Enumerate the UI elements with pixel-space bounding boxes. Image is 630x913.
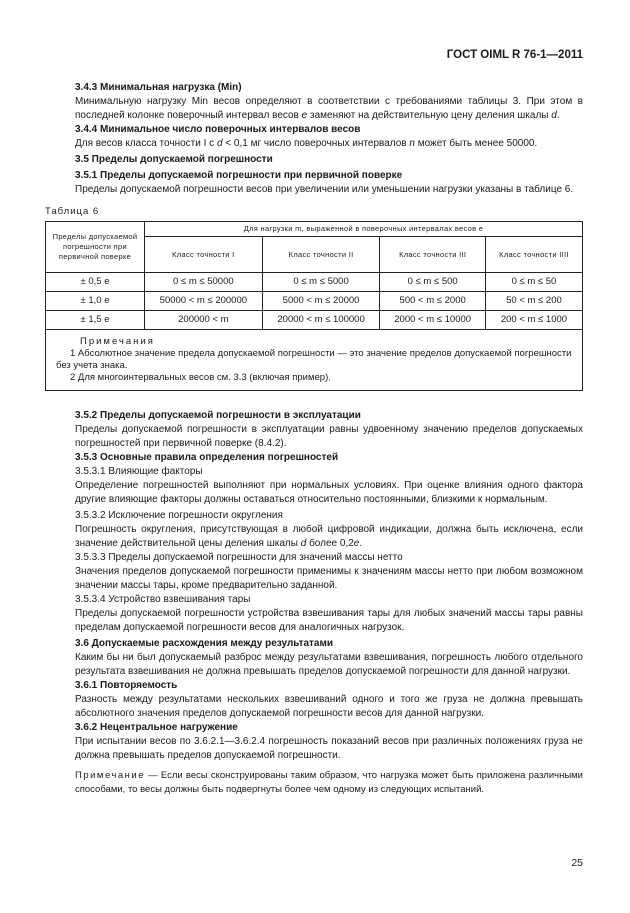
table-class-3-header: Класс точности III bbox=[380, 237, 485, 273]
section-3-5-3-1-text: Определение погрешностей выполняют при нормальных условиях. При оценке влияния одного фактора другие влияющие факторы должны оставаться относительно постоянными, близкими к нормальным. bbox=[75, 480, 583, 505]
section-3-4-3-text: Минимальную нагрузку Min весов определяют в соответствии с требованиями таблицы 3. При этом в последней колонке поверочный интервал весов e заменяют на действительную цену деления шкалы d. bbox=[75, 96, 583, 121]
section-3-4-3-title: 3.4.3 Минимальная нагрузка (Min) bbox=[75, 82, 242, 93]
table-cell: 200000 < m bbox=[145, 311, 263, 330]
table-cell: 500 < m ≤ 2000 bbox=[380, 292, 485, 311]
table-col-limit-header: Пределы допускаемой погрешности при первичной поверке bbox=[46, 222, 145, 273]
section-3-5-3-2-text: Погрешность округления, присутствующая в любой цифровой индикации, должна быть исключена, если значение действительной цены деления шкалы d более 0,2e. bbox=[75, 524, 583, 549]
table-cell: 50 < m ≤ 200 bbox=[485, 292, 582, 311]
table-cell: 200 < m ≤ 1000 bbox=[485, 311, 582, 330]
table-class-1-header: Класс точности I bbox=[145, 237, 263, 273]
table-notes bbox=[46, 330, 583, 391]
section-3-6-1-text: Разность между результатами нескольких взвешиваний одного и того же груза не должна превышать абсолютного значения пределов допускаемой погрешности весов для данной нагрузки. bbox=[75, 694, 583, 719]
table-cell: 20000 < m ≤ 100000 bbox=[262, 311, 380, 330]
section-3-5-1-title: 3.5.1 Пределы допускаемой погрешности при первичной поверке bbox=[75, 170, 403, 181]
section-3-5-3-4-text: Пределы допускаемой погрешности устройства взвешивания тары для любых значений массы тары равны пределам допускаемой погрешности весов для аналогичных нагрузок. bbox=[75, 608, 583, 633]
note-2: 2 Для многоинтервальных весов см. 3.3 (включая пример). bbox=[70, 372, 331, 383]
section-3-6-text: Каким бы ни был допускаемый разброс между результатами взвешивания, погрешность любого отдельного результата взвешивания не должна превышать пределов допускаемой погрешности для данной нагрузки. bbox=[75, 652, 583, 677]
section-3-5-2-title: 3.5.2 Пределы допускаемой погрешности в эксплуатации bbox=[75, 410, 361, 421]
section-3-5-2-text: Пределы допускаемой погрешности в эксплуатации равны удвоенному значению пределов допускаемых погрешностей при первичной поверке (8.4.2). bbox=[75, 424, 583, 449]
page-content bbox=[45, 81, 583, 797]
section-3-6-1-title: 3.6.1 Повторяемость bbox=[75, 680, 178, 691]
table-class-2-header: Класс точности II bbox=[262, 237, 380, 273]
section-3-5-3-1-title: 3.5.3.1 Влияющие факторы bbox=[75, 466, 203, 477]
section-3-5-3-4-title: 3.5.3.4 Устройство взвешивания тары bbox=[75, 594, 251, 605]
section-3-6-2-title: 3.6.2 Нецентральное нагружение bbox=[75, 722, 238, 733]
section-3-4-4-title: 3.4.4 Минимальное число поверочных интервалов весов bbox=[75, 124, 361, 135]
table-row bbox=[46, 292, 583, 311]
table-cell: 50000 < m ≤ 200000 bbox=[145, 292, 263, 311]
table-6-caption: Таблица 6 bbox=[45, 206, 100, 217]
table-class-4-header: Класс точности IIII bbox=[485, 237, 582, 273]
section-3-6-2-text: При испытании весов по 3.6.2.1—3.6.2.4 погрешность показаний весов при различных положениях груза не должна превышать пределов допускаемой погрешности. bbox=[75, 736, 583, 761]
page-number: 25 bbox=[571, 857, 583, 869]
table-cell: 0 ≤ m ≤ 500 bbox=[380, 273, 485, 292]
table-cell: ± 1,0 e bbox=[46, 292, 145, 311]
table-cell: 2000 < m ≤ 10000 bbox=[380, 311, 485, 330]
section-3-4-4-text: Для весов класса точности I с d < 0,1 мг число поверочных интервалов n может быть менее 50000. bbox=[75, 138, 538, 149]
table-group-header: Для нагрузки m, выраженной в поверочных интервалах весов e bbox=[145, 222, 583, 237]
table-cell: ± 1,5 e bbox=[46, 311, 145, 330]
section-3-5-3-3-text: Значения пределов допускаемой погрешности применимы к значениям массы нетто при любом возможном значении массы тары, кроме предварительно заданной. bbox=[75, 566, 583, 591]
section-3-5-1-text: Пределы допускаемой погрешности весов при увеличении или уменьшении нагрузки указаны в таблице 6. bbox=[75, 184, 574, 195]
table-cell: 0 ≤ m ≤ 50 bbox=[485, 273, 582, 292]
table-cell: ± 0,5 e bbox=[46, 273, 145, 292]
table-cell: 0 ≤ m ≤ 5000 bbox=[262, 273, 380, 292]
standard-header: ГОСТ OIML R 76-1—2011 bbox=[446, 49, 583, 61]
table-row bbox=[46, 273, 583, 292]
section-3-5-3-2-title: 3.5.3.2 Исключение погрешности округления bbox=[75, 510, 283, 521]
notes-title: Примечания bbox=[80, 336, 155, 347]
final-note: Примечание — Если весы сконструированы таким образом, что нагрузка может быть приложена различными способами, то весы должны быть подвергнуты более чем одному из следующих испытаний. bbox=[75, 770, 583, 795]
note-1: 1 Абсолютное значение предела допускаемой погрешности — это значение пределов допускаемой погрешности без учета знака. bbox=[56, 348, 572, 371]
table-row bbox=[46, 311, 583, 330]
section-3-5-3-3-title: 3.5.3.3 Пределы допускаемой погрешности для значений массы нетто bbox=[75, 552, 403, 563]
table-cell: 0 ≤ m ≤ 50000 bbox=[145, 273, 263, 292]
table-6 bbox=[45, 221, 583, 391]
section-3-5-title: 3.5 Пределы допускаемой погрешности bbox=[75, 154, 273, 165]
section-3-5-3-title: 3.5.3 Основные правила определения погрешностей bbox=[75, 452, 339, 463]
table-cell: 5000 < m ≤ 20000 bbox=[262, 292, 380, 311]
section-3-6-title: 3.6 Допускаемые расхождения между результатами bbox=[75, 638, 334, 649]
